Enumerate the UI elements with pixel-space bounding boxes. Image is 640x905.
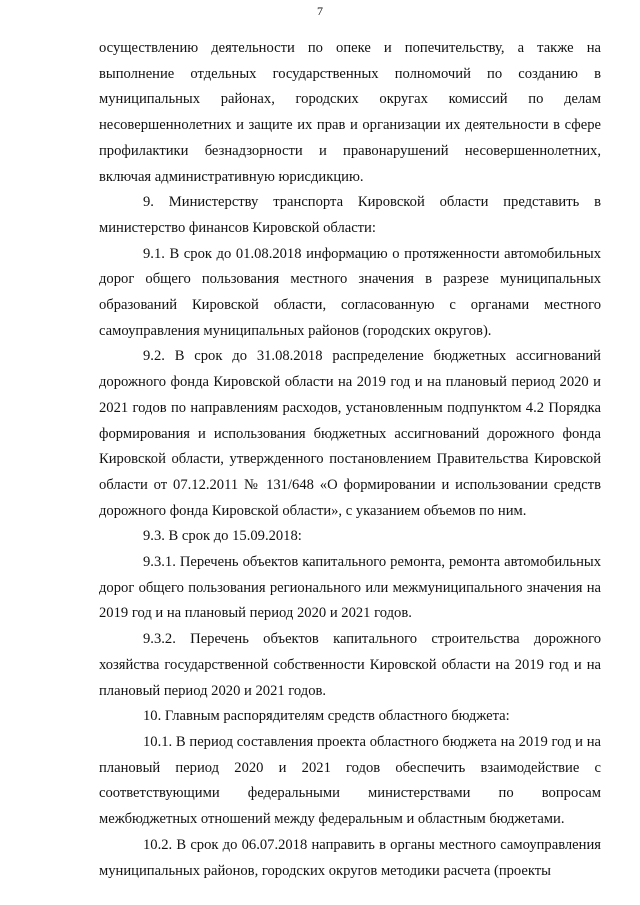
paragraph-9-3-2: 9.3.2. Перечень объектов капитального строительства дорожного хозяйства государственной собственности Кировской области на 2019 год и на плановый период 2020 и 2021 годов. <box>99 631 601 699</box>
paragraph-9-3-1: 9.3.1. Перечень объектов капитального ремонта, ремонта автомобильных дорог общего пользования регионального или межмуниципального значения на 2019 год и на плановый период 2020 и 2021 годов. <box>99 554 601 622</box>
paragraph-10: 10. Главным распорядителям средств областного бюджета: <box>143 708 510 725</box>
paragraph-9-2: 9.2. В срок до 31.08.2018 распределение бюджетных ассигнований дорожного фонда Кировской области на 2019 год и на плановый период 2020 и 2021 годов по направлениям расходов, установленным подпунктом 4.2 Порядка формирования и использования бюджетных ассигнований дорожного фонда Кировской области, утвержденного постановлением Правительства Кировской области от 07.12.2011 № 131/648 «О формировании и использовании средств дорожного фонда Кировской области», с указанием объемов по ним. <box>99 348 601 519</box>
document-body <box>99 36 601 884</box>
paragraph-9-1: 9.1. В срок до 01.08.2018 информацию о протяженности автомобильных дорог общего пользования местного значения в разрезе муниципальных образований Кировской области, согласованную с органами местного самоуправления муниципальных районов (городских округов). <box>99 245 601 339</box>
paragraph-10-1: 10.1. В период составления проекта областного бюджета на 2019 год и на плановый период 2020 и 2021 годов обеспечить взаимодействие с соответствующими федеральными министерствами по вопросам межбюджетных отношений между федеральным и областным бюджетами. <box>99 733 601 828</box>
paragraph-continuation: осуществлению деятельности по опеке и попечительству, а также на выполнение отдельных государственных полномочий по созданию в муниципальных районах, городских округах комиссий по делам несовершеннолетних и защите их прав и организации их деятельности в сфере профилактики безнадзорности и правонарушений несовершеннолетних, включая административную юрисдикцию. <box>99 40 601 185</box>
paragraph-9-3: 9.3. В срок до 15.09.2018: <box>143 528 302 545</box>
paragraph-10-2: 10.2. В срок до 06.07.2018 направить в органы местного самоуправления муниципальных районов, городских округов методики расчета (проекты <box>99 836 601 879</box>
paragraph-9: 9. Министерству транспорта Кировской области представить в министерство финансов Кировской области: <box>99 194 601 236</box>
page-number: 7 <box>317 4 323 18</box>
